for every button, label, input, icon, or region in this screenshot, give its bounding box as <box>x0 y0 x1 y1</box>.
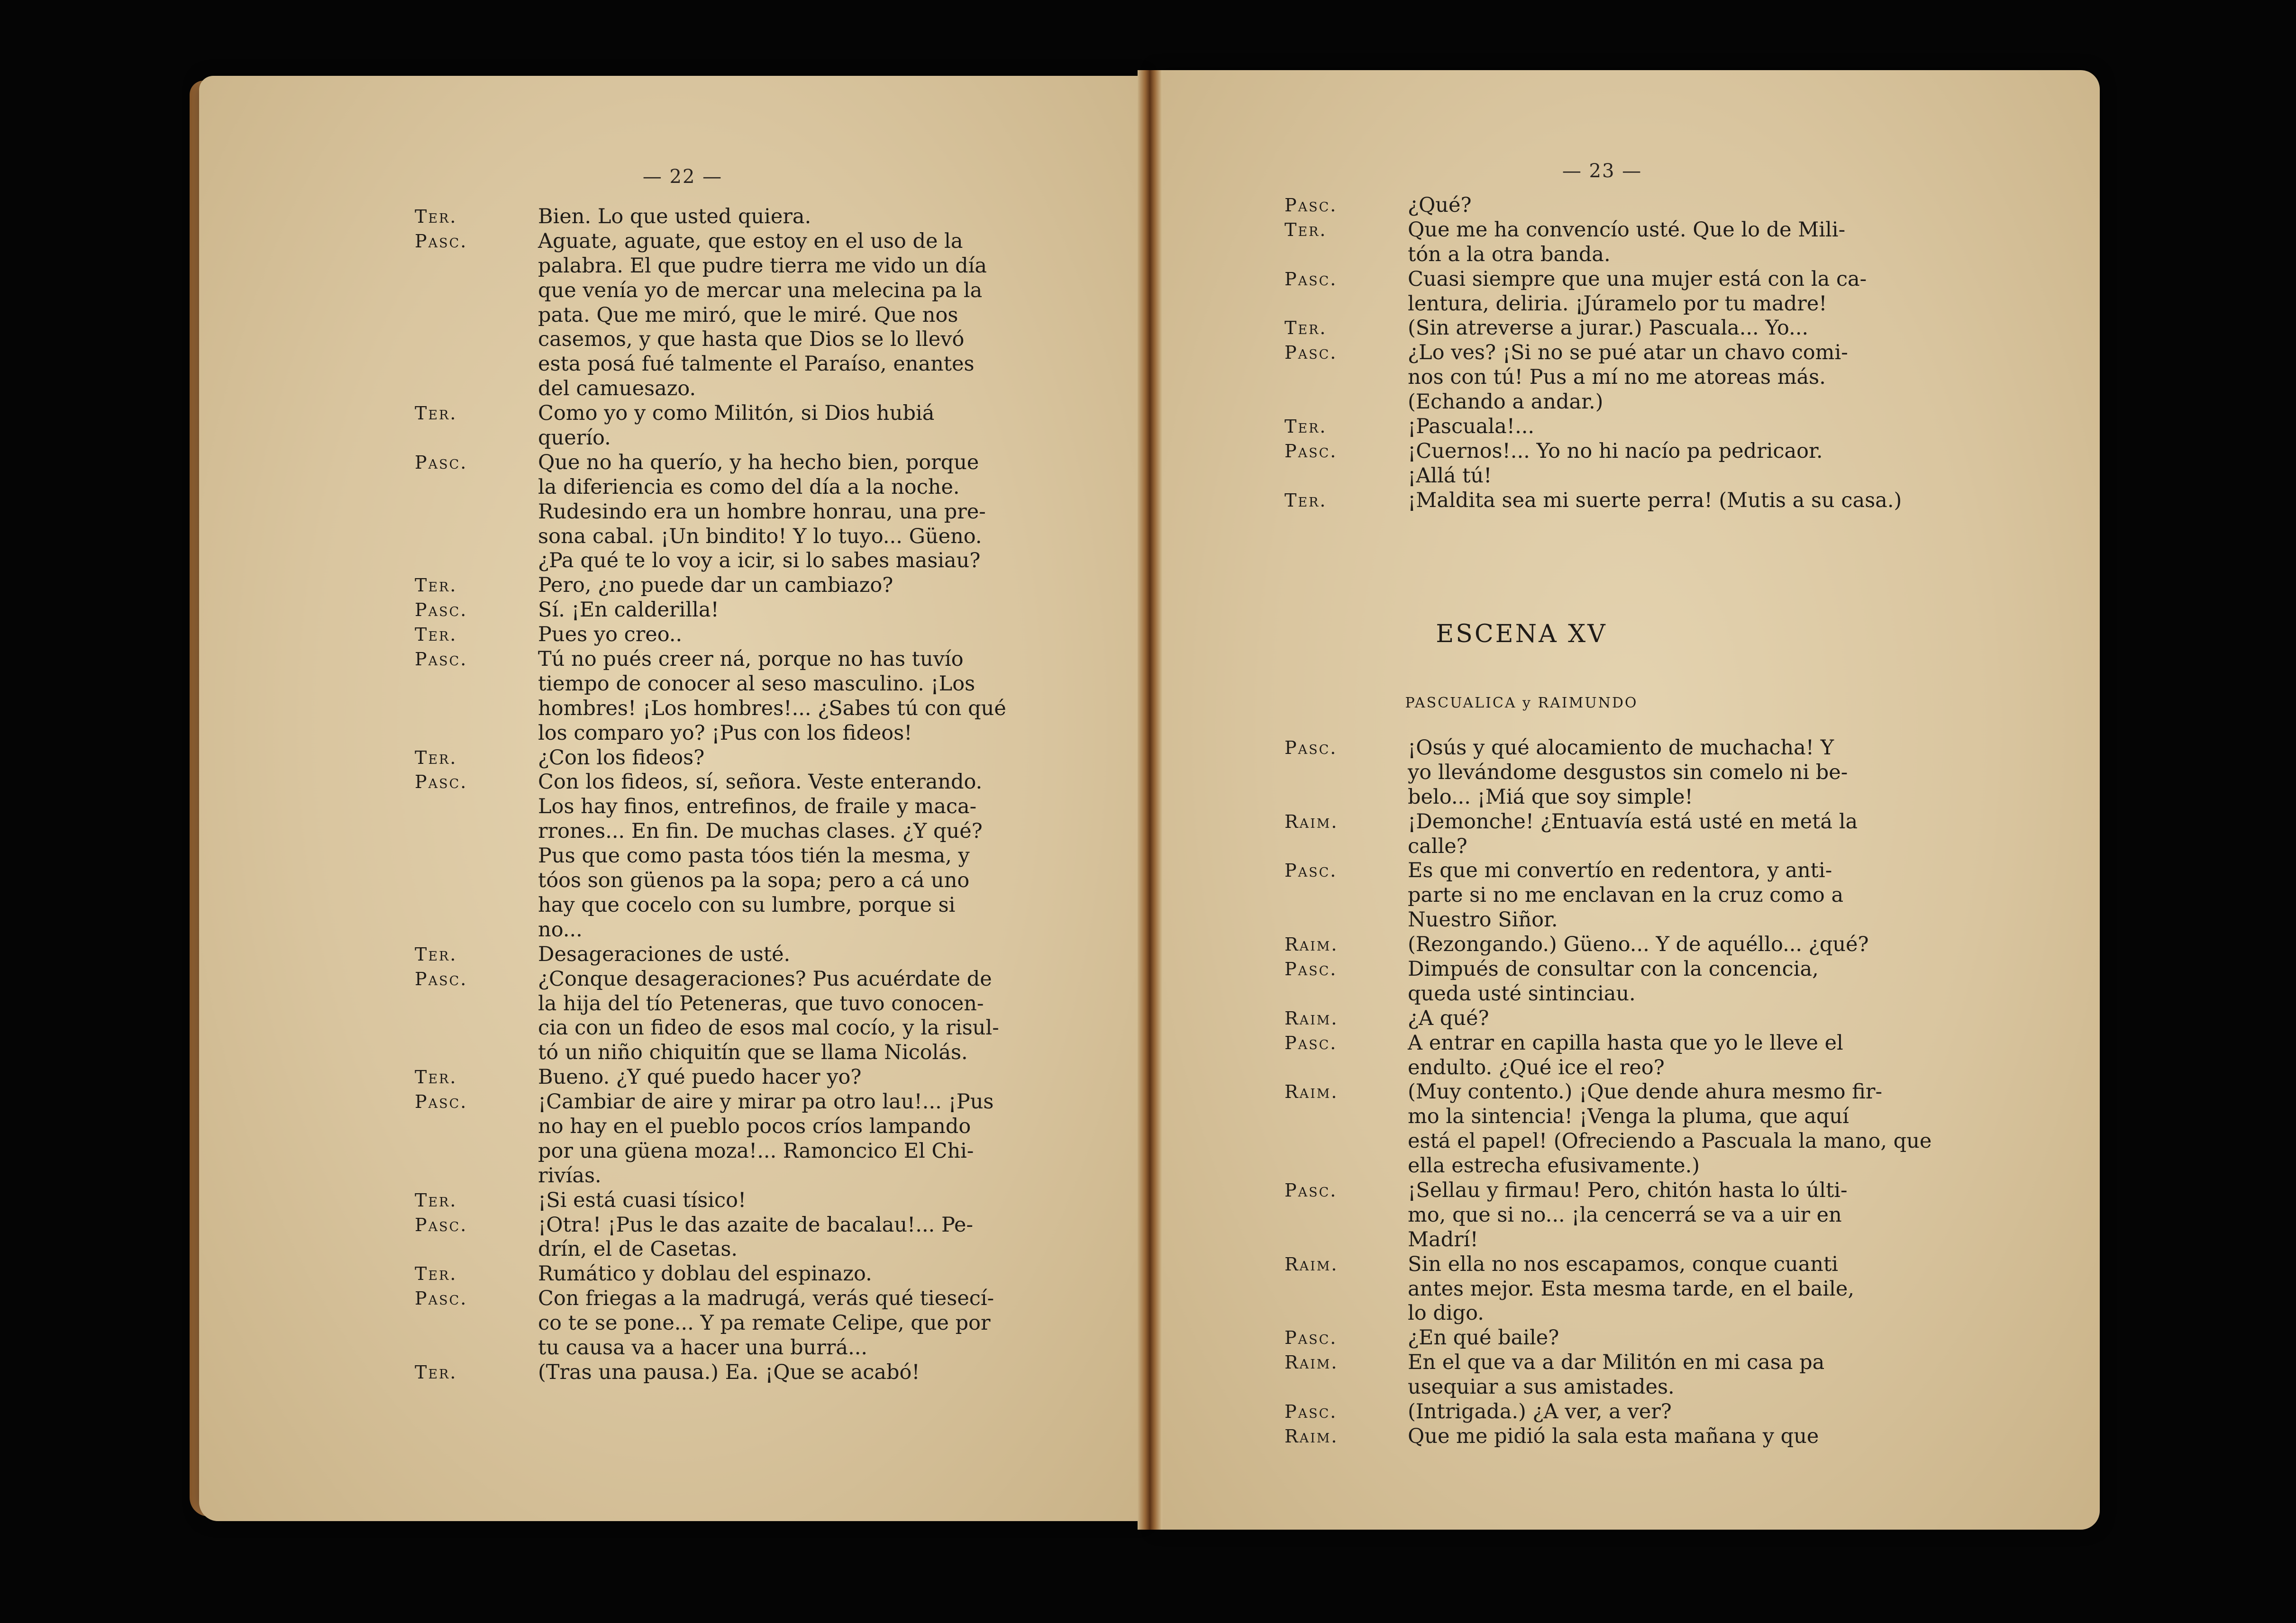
line-text: Rudesindo era un hombre honrau, una pre- <box>538 499 986 524</box>
line-text: Los hay finos, entrefinos, de fraile y maca- <box>538 795 977 819</box>
speaker-label: Pasc. <box>1285 1180 1338 1201</box>
speaker-label: Ter. <box>1285 317 1327 339</box>
line-text: calle? <box>1408 834 1467 858</box>
dialogue-line <box>415 229 1126 254</box>
dialogue-line <box>415 770 1126 795</box>
dialogue-line <box>1285 908 2014 933</box>
speaker-label: Pasc. <box>1285 440 1338 462</box>
dialogue-line <box>1285 1326 2014 1351</box>
dialogue-line <box>1285 1424 2014 1449</box>
speaker-label: Pasc. <box>415 452 468 473</box>
speaker-label: Raim. <box>1285 1253 1339 1275</box>
dialogue-line <box>1285 390 2014 415</box>
speaker-label: Pasc. <box>415 230 468 252</box>
dialogue-line <box>1285 243 2014 267</box>
dialogue-line <box>415 672 1126 697</box>
dialogue-line <box>415 795 1126 819</box>
dialogue-line <box>415 623 1126 647</box>
speaker-label: Pasc. <box>415 968 468 989</box>
line-text: ¡Maldita sea mi suerte perra! (Mutis a su casa.) <box>1408 488 1902 512</box>
dialogue-line <box>1285 365 2014 390</box>
line-text: la hija del tío Peteneras, que tuvo conocen- <box>538 991 984 1016</box>
dialogue-line <box>1285 1301 2014 1326</box>
dialogue-line <box>1285 1105 2014 1129</box>
dialogue-line <box>1285 1006 2014 1031</box>
dialogue-line <box>1285 1400 2014 1424</box>
line-text: yo llevándome desgustos sin comelo ni be- <box>1408 760 1848 784</box>
dialogue-line <box>415 1090 1126 1115</box>
line-text: rivías. <box>538 1163 601 1188</box>
line-text: queda usté sintinciau. <box>1408 981 1636 1006</box>
dialogue-line <box>415 918 1126 943</box>
speaker-label: Raim. <box>1285 934 1339 955</box>
page-number-right: — 23 — <box>1562 160 1642 182</box>
line-text: no... <box>538 917 583 942</box>
line-text: Nuestro Siñor. <box>1408 908 1558 932</box>
left-page-text <box>415 205 1126 1385</box>
dialogue-line <box>1285 316 2014 341</box>
dialogue-line <box>415 352 1126 377</box>
dialogue-line <box>1285 736 2014 761</box>
left-page <box>199 76 1142 1521</box>
dialogue-line <box>1285 810 2014 834</box>
speaker-label: Pasc. <box>415 771 468 793</box>
speaker-label: Pasc. <box>415 1091 468 1113</box>
line-text: Que me ha convencío usté. Que lo de Mili- <box>1408 218 1846 242</box>
speaker-label: Pasc. <box>1285 1327 1338 1349</box>
line-text: endulto. ¿Qué ice el reo? <box>1408 1055 1665 1079</box>
speaker-label: Ter. <box>415 1067 457 1088</box>
dialogue-line <box>415 1115 1126 1139</box>
line-text: Sin ella no nos escapamos, conque cuanti <box>1408 1252 1838 1276</box>
line-text: cia con un fideo de esos mal cocío, y la risul- <box>538 1016 999 1040</box>
dialogue-line <box>415 869 1126 893</box>
speaker-label: Pasc. <box>415 599 468 621</box>
speaker-label: Ter. <box>415 403 457 424</box>
dialogue-line <box>1285 1351 2014 1375</box>
right-page-text-bottom <box>1285 736 2014 1449</box>
dialogue-line <box>415 401 1126 426</box>
scene-cast: PASCUALICA y RAIMUNDO <box>1405 695 1638 711</box>
dialogue-line <box>415 1262 1126 1287</box>
line-text: En el que va a dar Militón en mi casa pa <box>1408 1351 1825 1375</box>
line-text: Con los fideos, sí, señora. Veste enterando. <box>538 770 983 794</box>
line-text: Desageraciones de usté. <box>538 942 791 966</box>
dialogue-line <box>1285 1129 2014 1154</box>
line-text: ¿Pa qué te lo voy a icir, si lo sabes masiau? <box>538 549 981 573</box>
dialogue-line <box>415 893 1126 918</box>
dialogue-line <box>415 1336 1126 1360</box>
speaker-label: Ter. <box>415 1361 457 1383</box>
speaker-label: Pasc. <box>1285 959 1338 980</box>
line-text: lentura, deliria. ¡Júramelo por tu madre! <box>1408 291 1827 316</box>
dialogue-line <box>415 819 1126 844</box>
dialogue-line <box>415 475 1126 500</box>
dialogue-line <box>415 721 1126 746</box>
line-text: Dimpués de consultar con la concencia, <box>1408 957 1819 981</box>
line-text: esta posá fué talmente el Paraíso, enantes <box>538 352 975 376</box>
dialogue-line <box>415 377 1126 401</box>
line-text: mo la sintencia! ¡Venga la pluma, que aquí <box>1408 1105 1849 1129</box>
speaker-label: Pasc. <box>1285 342 1338 363</box>
line-text: (Sin atreverse a jurar.) Pascuala... Yo... <box>1408 316 1809 340</box>
speaker-label: Ter. <box>415 747 457 768</box>
line-text: tó un niño chiquitín que se llama Nicolás. <box>538 1041 968 1065</box>
line-text: querío. <box>538 426 611 450</box>
line-text: A entrar en capilla hasta que yo le lleve el <box>1408 1031 1843 1055</box>
line-text: ¿Con los fideos? <box>538 745 705 770</box>
line-text: Tú no pués creer ná, porque no has tuvío <box>538 647 964 671</box>
speaker-label: Pasc. <box>1285 1032 1338 1053</box>
line-text: tón a la otra banda. <box>1408 242 1611 266</box>
line-text: Es que mi convertío en redentora, y anti- <box>1408 859 1832 883</box>
speaker-label: Ter. <box>415 943 457 965</box>
line-text: ella estrecha efusivamente.) <box>1408 1154 1700 1178</box>
dialogue-line <box>415 647 1126 672</box>
dialogue-line <box>415 1237 1126 1262</box>
line-text: por una güena moza!... Ramoncico El Chi- <box>538 1139 974 1163</box>
dialogue-line <box>1285 267 2014 292</box>
line-text: Bien. Lo que usted quiera. <box>538 205 811 228</box>
dialogue-line <box>1285 1203 2014 1228</box>
line-text: ¡Sellau y firmau! Pero, chitón hasta lo últi- <box>1408 1179 1848 1203</box>
speaker-label: Ter. <box>1285 490 1327 511</box>
line-text: tóos son güenos pa la sopa; pero a cá uno <box>538 869 970 893</box>
dialogue-line <box>415 1016 1126 1041</box>
line-text: (Rezongando.) Güeno... Y de aquéllo... ¿qué? <box>1408 933 1869 957</box>
dialogue-line <box>1285 1154 2014 1179</box>
dialogue-line <box>415 1311 1126 1336</box>
line-text: usequiar a sus amistades. <box>1408 1375 1675 1399</box>
dialogue-line <box>415 500 1126 525</box>
speaker-label: Ter. <box>415 206 457 227</box>
dialogue-line <box>1285 489 2014 513</box>
dialogue-line <box>1285 464 2014 489</box>
line-text: palabra. El que pudre tierra me vido un día <box>538 254 987 278</box>
dialogue-line <box>415 1360 1126 1385</box>
line-text: Bueno. ¿Y qué puedo hacer yo? <box>538 1065 862 1089</box>
line-text: los comparo yo? ¡Pus con los fideos! <box>538 721 912 745</box>
line-text: ¡Pascuala!... <box>1408 415 1535 439</box>
line-text: Cuasi siempre que una mujer está con la ca- <box>1408 267 1867 291</box>
dialogue-line <box>1285 1080 2014 1105</box>
line-text: Pus que como pasta tóos tién la mesma, y <box>538 844 970 868</box>
dialogue-line <box>1285 1277 2014 1302</box>
dialogue-line <box>415 1188 1126 1213</box>
dialogue-line <box>415 1287 1126 1311</box>
dialogue-line <box>1285 1031 2014 1056</box>
line-text: está el papel! (Ofreciendo a Pascuala la mano, que <box>1408 1129 1932 1153</box>
line-text: drín, el de Casetas. <box>538 1237 738 1261</box>
speaker-label: Ter. <box>415 624 457 645</box>
line-text: la diferiencia es como del día a la noche. <box>538 475 960 499</box>
line-text: ¿Qué? <box>1408 193 1472 217</box>
dialogue-line <box>1285 218 2014 243</box>
line-text: ¡Cambiar de aire y mirar pa otro lau!... ¡Pus <box>538 1090 994 1114</box>
dialogue-line <box>415 1065 1126 1090</box>
dialogue-line <box>415 746 1126 771</box>
dialogue-line <box>415 426 1126 451</box>
dialogue-line <box>1285 415 2014 439</box>
dialogue-line <box>415 573 1126 598</box>
dialogue-line <box>1285 761 2014 785</box>
dialogue-line <box>1285 982 2014 1006</box>
line-text: lo digo. <box>1408 1301 1484 1325</box>
line-text: tu causa va a hacer una burrá... <box>538 1335 868 1360</box>
speaker-label: Pasc. <box>1285 737 1338 758</box>
line-text: antes mejor. Esta mesma tarde, en el baile, <box>1408 1277 1855 1301</box>
line-text: Con friegas a la madrugá, verás qué tiesecí- <box>538 1287 994 1311</box>
dialogue-line <box>1285 834 2014 859</box>
speaker-label: Ter. <box>415 1263 457 1285</box>
speaker-label: Pasc. <box>415 1288 468 1309</box>
line-text: no hay en el pueblo pocos críos lampando <box>538 1114 971 1138</box>
speaker-label: Pasc. <box>1285 1401 1338 1423</box>
line-text: ¡Otra! ¡Pus le das azaite de bacalau!... Pe- <box>538 1213 973 1237</box>
right-page-text-top <box>1285 193 2014 513</box>
line-text: ¡Si está cuasi tísico! <box>538 1188 747 1212</box>
line-text: pata. Que me miró, que le miré. Que nos <box>538 303 958 327</box>
dialogue-line <box>1285 1179 2014 1203</box>
line-text: ¡Allá tú! <box>1408 463 1492 488</box>
speaker-label: Raim. <box>1285 1425 1339 1447</box>
line-text: co te se pone... Y pa remate Celipe, que por <box>538 1311 991 1335</box>
dialogue-line <box>1285 957 2014 982</box>
line-text: ¿Conque desageraciones? Pus acuérdate de <box>538 967 992 991</box>
dialogue-line <box>415 1041 1126 1065</box>
line-text: Que me pidió la sala esta mañana y que <box>1408 1424 1819 1448</box>
speaker-label: Ter. <box>1285 219 1327 240</box>
speaker-label: Pasc. <box>415 1214 468 1235</box>
line-text: ¡Demonche! ¿Entuavía está usté en metá la <box>1408 809 1858 834</box>
line-text: ¡Osús y qué alocamiento de muchacha! Y <box>1408 736 1834 760</box>
speaker-label: Pasc. <box>1285 268 1338 290</box>
page-number-left: — 22 — <box>642 166 723 188</box>
line-text: Como yo y como Militón, si Dios hubiá <box>538 401 935 426</box>
dialogue-line <box>415 549 1126 573</box>
dialogue-line <box>415 992 1126 1016</box>
line-text: hombres! ¡Los hombres!... ¿Sabes tú con qué <box>538 696 1006 720</box>
dialogue-line <box>1285 439 2014 464</box>
dialogue-line <box>415 327 1126 352</box>
line-text: Madrí! <box>1408 1227 1478 1251</box>
right-page <box>1157 70 2100 1530</box>
line-text: mo, que si no... ¡la cencerrá se va a uir en <box>1408 1203 1842 1227</box>
scene-title: ESCENA XV <box>1436 620 1607 648</box>
line-text: Que no ha querío, y ha hecho bien, porque <box>538 450 979 474</box>
speaker-label: Raim. <box>1285 1081 1339 1103</box>
speaker-label: Ter. <box>1285 416 1327 437</box>
line-text: Pues yo creo.. <box>538 623 683 647</box>
dialogue-line <box>1285 1056 2014 1080</box>
line-text: Sí. ¡En calderilla! <box>538 598 719 622</box>
line-text: (Intrigada.) ¿A ver, a ver? <box>1408 1400 1672 1424</box>
line-text: ¿A qué? <box>1408 1006 1489 1030</box>
dialogue-line <box>1285 292 2014 317</box>
line-text: parte si no me enclavan en la cruz como a <box>1408 883 1844 907</box>
line-text: que venía yo de mercar una melecina pa la <box>538 278 983 302</box>
dialogue-line <box>1285 883 2014 908</box>
dialogue-line <box>1285 785 2014 810</box>
speaker-label: Raim. <box>1285 1007 1339 1029</box>
dialogue-line <box>1285 1228 2014 1252</box>
line-text: hay que cocelo con su lumbre, porque si <box>538 893 956 917</box>
dialogue-line <box>1285 193 2014 218</box>
dialogue-line <box>1285 859 2014 883</box>
line-text: casemos, y que hasta que Dios se lo llevó <box>538 327 965 352</box>
dialogue-line <box>415 525 1126 549</box>
dialogue-line <box>415 1213 1126 1238</box>
line-text: ¡Cuernos!... Yo no hi nacío pa pedricaor. <box>1408 439 1823 463</box>
dialogue-line <box>415 598 1126 623</box>
dialogue-line <box>415 254 1126 279</box>
dialogue-line <box>415 1139 1126 1164</box>
line-text: nos con tú! Pus a mí no me atoreas más. <box>1408 365 1826 390</box>
dialogue-line <box>415 844 1126 869</box>
speaker-label: Pasc. <box>1285 195 1338 216</box>
line-text: rrones... En fin. De muchas clases. ¿Y qué? <box>538 819 983 843</box>
dialogue-line <box>1285 933 2014 957</box>
line-text: (Tras una pausa.) Ea. ¡Que se acabó! <box>538 1360 920 1384</box>
dialogue-line <box>1285 341 2014 365</box>
line-text: Aguate, aguate, que estoy en el uso de la <box>538 229 963 253</box>
speaker-label: Raim. <box>1285 811 1339 832</box>
line-text: sona cabal. ¡Un bindito! Y lo tuyo... Güeno. <box>538 524 982 548</box>
dialogue-line <box>415 943 1126 967</box>
dialogue-line <box>1285 1375 2014 1400</box>
line-text: Pero, ¿no puede dar un cambiazo? <box>538 573 893 598</box>
dialogue-line <box>415 451 1126 475</box>
line-text: del camuesazo. <box>538 377 696 401</box>
dialogue-line <box>415 1164 1126 1188</box>
speaker-label: Raim. <box>1285 1352 1339 1373</box>
dialogue-line <box>415 967 1126 992</box>
line-text: (Echando a andar.) <box>1408 390 1604 414</box>
line-text: belo... ¡Miá que soy simple! <box>1408 785 1693 809</box>
dialogue-line <box>415 303 1126 328</box>
line-text: (Muy contento.) ¡Que dende ahura mesmo fir- <box>1408 1080 1882 1104</box>
speaker-label: Pasc. <box>415 649 468 670</box>
speaker-label: Ter. <box>415 1189 457 1211</box>
line-text: Rumático y doblau del espinazo. <box>538 1262 872 1286</box>
dialogue-line <box>415 697 1126 721</box>
speaker-label: Pasc. <box>1285 860 1338 881</box>
dialogue-line <box>415 205 1126 229</box>
line-text: ¿En qué baile? <box>1408 1326 1559 1350</box>
speaker-label: Ter. <box>415 575 457 596</box>
dialogue-line <box>1285 1252 2014 1277</box>
line-text: tiempo de conocer al seso masculino. ¡Los <box>538 671 975 696</box>
book-gutter <box>1138 70 1162 1530</box>
dialogue-line <box>415 279 1126 303</box>
line-text: ¿Lo ves? ¡Si no se pué atar un chavo comi- <box>1408 341 1848 365</box>
